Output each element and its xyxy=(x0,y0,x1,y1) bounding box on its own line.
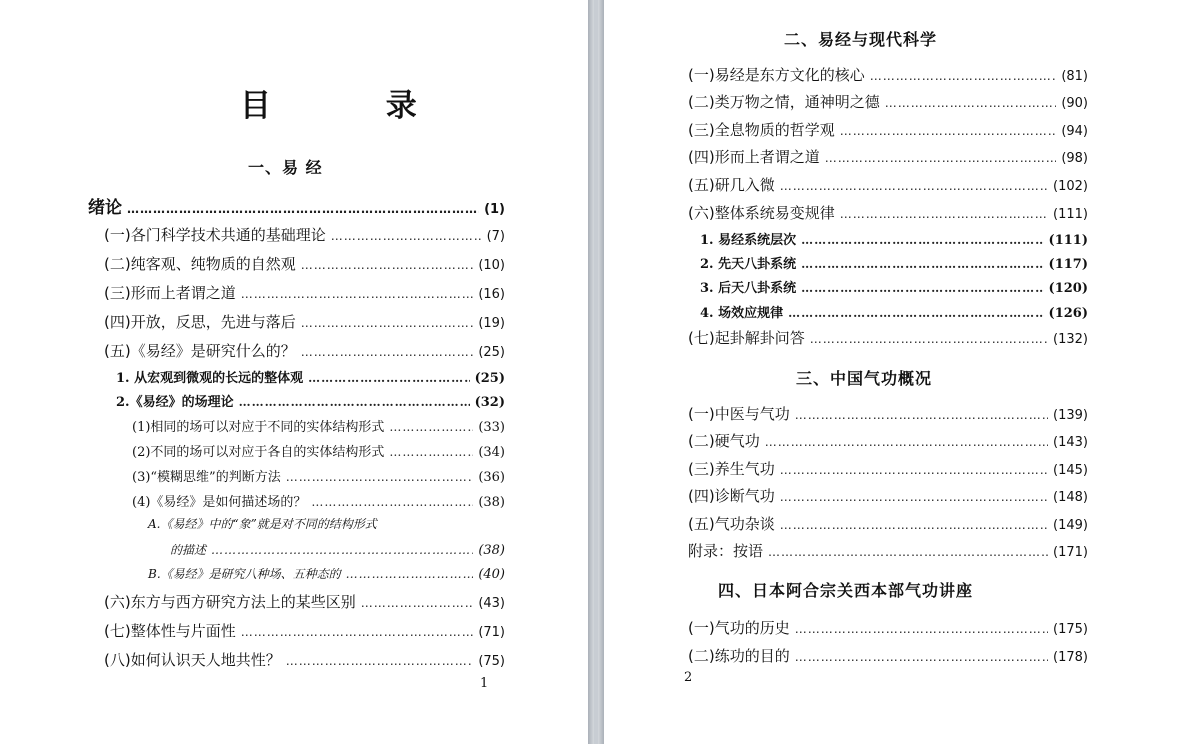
toc-entry-label: 附录：按语 xyxy=(688,542,764,560)
left-page xyxy=(0,0,588,744)
toc-entry-label: (一)易经是东方文化的核心 xyxy=(688,66,865,84)
toc-entry-page: (7) xyxy=(486,229,505,244)
leader-dots xyxy=(346,567,474,581)
toc-entry[interactable] xyxy=(116,367,505,386)
toc-entry-page: (38) xyxy=(478,495,505,510)
leader-dots xyxy=(801,281,1043,295)
toc-entry-label: 绪论 xyxy=(88,198,122,218)
toc-entry-label: 3. 后天八卦系统 xyxy=(700,281,797,296)
toc-entry[interactable] xyxy=(104,282,505,303)
toc-entry-label: 2. 先天八卦系统 xyxy=(700,257,797,272)
leader-dots xyxy=(361,596,474,610)
toc-entry-page: (111) xyxy=(1048,233,1088,248)
toc-entry-label: 的描述 xyxy=(170,543,207,557)
toc-entry[interactable] xyxy=(104,224,505,245)
section-heading-1: 一、易 经 xyxy=(248,158,323,177)
leader-dots xyxy=(825,151,1057,165)
toc-entry[interactable] xyxy=(104,253,505,274)
leader-dots xyxy=(788,306,1043,320)
toc-entry-page: (40) xyxy=(478,567,505,582)
toc-entry[interactable] xyxy=(104,340,505,361)
toc-entry-label: 1. 易经系统层次 xyxy=(700,233,797,248)
leader-dots xyxy=(885,96,1057,110)
leader-dots xyxy=(795,408,1048,422)
toc-entry-page: (145) xyxy=(1053,463,1088,478)
leader-dots xyxy=(308,371,469,385)
leader-dots xyxy=(301,316,474,330)
toc-entry-label: (二)练功的目的 xyxy=(688,647,790,665)
leader-dots xyxy=(311,495,473,509)
leader-dots xyxy=(301,258,474,272)
toc-entry-label: (二)纯客观、纯物质的自然观 xyxy=(104,255,296,273)
toc-entry[interactable] xyxy=(148,565,505,582)
toc-entry-label: (四)形而上者谓之道 xyxy=(688,148,820,166)
toc-entry-label: (二)类万物之情，通神明之德 xyxy=(688,93,880,111)
toc-entry[interactable] xyxy=(700,229,1088,248)
toc-entry-label: (2)不同的场可以对应于各自的实体结构形式 xyxy=(132,445,385,460)
toc-entry[interactable] xyxy=(688,91,1088,112)
toc-entry-page: (178) xyxy=(1053,650,1088,665)
toc-entry-page: (43) xyxy=(478,596,505,611)
leader-dots xyxy=(211,543,473,557)
toc-entry-page: (126) xyxy=(1048,306,1088,321)
toc-title: 目 录 xyxy=(240,88,469,124)
toc-entry-page: (1) xyxy=(484,202,505,217)
toc-entry[interactable] xyxy=(170,541,505,558)
toc-entry-page: (139) xyxy=(1053,408,1088,423)
toc-entry-page: (34) xyxy=(478,445,505,460)
toc-entry-label: (三)养生气功 xyxy=(688,460,775,478)
toc-entry-label: (五)气功杂谈 xyxy=(688,515,775,533)
toc-entry-page: (33) xyxy=(478,420,505,435)
toc-entry-page: (143) xyxy=(1053,435,1088,450)
toc-entry-label: (六)整体系统易变规律 xyxy=(688,204,835,222)
toc-entry-page: (111) xyxy=(1053,207,1088,222)
toc-entry[interactable] xyxy=(104,311,505,332)
section-heading-4: 四、日本阿合宗关西本部气功讲座 xyxy=(718,581,974,600)
toc-entry-page: (102) xyxy=(1053,179,1088,194)
toc-entry[interactable] xyxy=(700,302,1088,321)
leader-dots xyxy=(810,332,1048,346)
toc-entry[interactable] xyxy=(132,441,505,460)
leader-dots xyxy=(331,229,482,243)
toc-entry[interactable] xyxy=(688,617,1088,638)
toc-entry[interactable] xyxy=(688,174,1088,195)
toc-entry[interactable] xyxy=(132,491,505,510)
toc-entry-page: (75) xyxy=(478,654,505,669)
toc-entry-label: (八)如何认识天人地共性？ xyxy=(104,651,281,669)
leader-dots xyxy=(389,420,473,434)
page-number: 2 xyxy=(684,670,693,685)
toc-entry[interactable] xyxy=(104,649,505,670)
toc-entry-label: (4)《易经》是如何描述场的？ xyxy=(132,495,307,510)
toc-entry[interactable] xyxy=(688,513,1088,534)
toc-entry[interactable] xyxy=(88,193,505,218)
toc-entry[interactable] xyxy=(688,327,1088,348)
leader-dots xyxy=(765,435,1048,449)
toc-entry[interactable] xyxy=(688,430,1088,451)
toc-entry-label: (3)“模糊思维”的判断方法 xyxy=(132,470,281,485)
toc-entry-page: (120) xyxy=(1048,281,1088,296)
toc-entry-label: B.《易经》是研究八种场、五种态的 xyxy=(148,567,341,581)
leader-dots xyxy=(870,69,1057,83)
toc-entry-label: (三)全息物质的哲学观 xyxy=(688,121,835,139)
toc-entry-page: (16) xyxy=(478,287,505,302)
toc-entry-label: (一)气功的历史 xyxy=(688,619,790,637)
toc-entry-label: (四)开放，反思，先进与落后 xyxy=(104,313,296,331)
toc-entry[interactable] xyxy=(104,591,505,612)
toc-entry-page: (71) xyxy=(478,625,505,640)
toc-entry-label: (七)起卦解卦问答 xyxy=(688,329,805,347)
toc-entry-page: (149) xyxy=(1053,518,1088,533)
toc-entry-label: (六)东方与西方研究方法上的某些区别 xyxy=(104,593,356,611)
toc-entry[interactable] xyxy=(688,202,1088,223)
leader-dots xyxy=(241,287,474,301)
toc-entry-page: (10) xyxy=(478,258,505,273)
leader-dots xyxy=(389,445,473,459)
toc-entry-label: (三)形而上者谓之道 xyxy=(104,284,236,302)
toc-entry-label: (一)中医与气功 xyxy=(688,405,790,423)
toc-entry-page: (148) xyxy=(1053,490,1088,505)
toc-entry-page: (25) xyxy=(474,371,505,386)
section-heading-3: 三、中国气功概况 xyxy=(796,369,933,388)
toc-entry-label: (五)研几入微 xyxy=(688,176,775,194)
toc-entry[interactable] xyxy=(700,277,1088,296)
toc-entry[interactable] xyxy=(688,540,1088,561)
leader-dots xyxy=(241,625,474,639)
toc-entry[interactable] xyxy=(116,391,505,410)
leader-dots xyxy=(801,257,1043,271)
toc-entry-label: (五)《易经》是研究什么的？ xyxy=(104,342,296,360)
leader-dots xyxy=(840,124,1057,138)
toc-entry-label: (二)硬气功 xyxy=(688,432,760,450)
toc-entry-wrapped-line: A.《易经》中的“象”就是对不同的结构形式 xyxy=(148,517,377,531)
toc-entry[interactable] xyxy=(688,403,1088,424)
leader-dots xyxy=(840,207,1048,221)
toc-entry-label: 2.《易经》的场理论 xyxy=(116,395,234,410)
toc-entry-page: (32) xyxy=(474,395,505,410)
page-gutter xyxy=(588,0,594,744)
toc-entry-page: (90) xyxy=(1061,96,1088,111)
toc-entry[interactable] xyxy=(688,485,1088,506)
leader-dots xyxy=(795,650,1048,664)
toc-entry-page: (117) xyxy=(1048,257,1088,272)
toc-entry-page: (175) xyxy=(1053,622,1088,637)
toc-entry-label: 4. 场效应规律 xyxy=(700,306,784,321)
toc-entry-page: (25) xyxy=(478,345,505,360)
right-page xyxy=(604,0,1186,744)
leader-dots xyxy=(301,345,474,359)
leader-dots xyxy=(780,179,1048,193)
toc-entry-page: (19) xyxy=(478,316,505,331)
toc-entry-label: (一)各门科学技术共通的基础理论 xyxy=(104,226,326,244)
toc-entry-page: (81) xyxy=(1061,69,1088,84)
toc-entry-label: (七)整体性与片面性 xyxy=(104,622,236,640)
leader-dots xyxy=(768,545,1048,559)
toc-entry[interactable] xyxy=(132,466,505,485)
leader-dots xyxy=(801,233,1043,247)
leader-dots xyxy=(239,395,470,409)
leader-dots xyxy=(795,622,1048,636)
toc-entry-label: (四)诊断气功 xyxy=(688,487,775,505)
leader-dots xyxy=(286,654,474,668)
leader-dots xyxy=(780,463,1048,477)
toc-entry-page: (98) xyxy=(1061,151,1088,166)
toc-entry-page: (132) xyxy=(1053,332,1088,347)
toc-entry-label: 1. 从宏观到微观的长远的整体观 xyxy=(116,371,304,386)
toc-entry[interactable] xyxy=(132,416,505,435)
leader-dots xyxy=(780,490,1048,504)
toc-entry-page: (38) xyxy=(478,543,505,558)
section-heading-2: 二、易经与现代科学 xyxy=(784,30,938,49)
toc-entry[interactable] xyxy=(688,458,1088,479)
page-number: 1 xyxy=(480,676,489,691)
toc-entry[interactable] xyxy=(688,146,1088,167)
toc-entry[interactable] xyxy=(688,645,1088,666)
toc-entry-label: (1)相同的场可以对应于不同的实体结构形式 xyxy=(132,420,385,435)
toc-entry[interactable] xyxy=(688,119,1088,140)
toc-entry[interactable] xyxy=(104,620,505,641)
toc-entry-page: (94) xyxy=(1061,124,1088,139)
leader-dots xyxy=(286,470,474,484)
leader-dots xyxy=(127,202,479,216)
toc-entry[interactable] xyxy=(700,253,1088,272)
toc-entry-page: (171) xyxy=(1053,545,1088,560)
toc-entry-page: (36) xyxy=(478,470,505,485)
toc-entry[interactable] xyxy=(688,64,1088,85)
leader-dots xyxy=(780,518,1048,532)
